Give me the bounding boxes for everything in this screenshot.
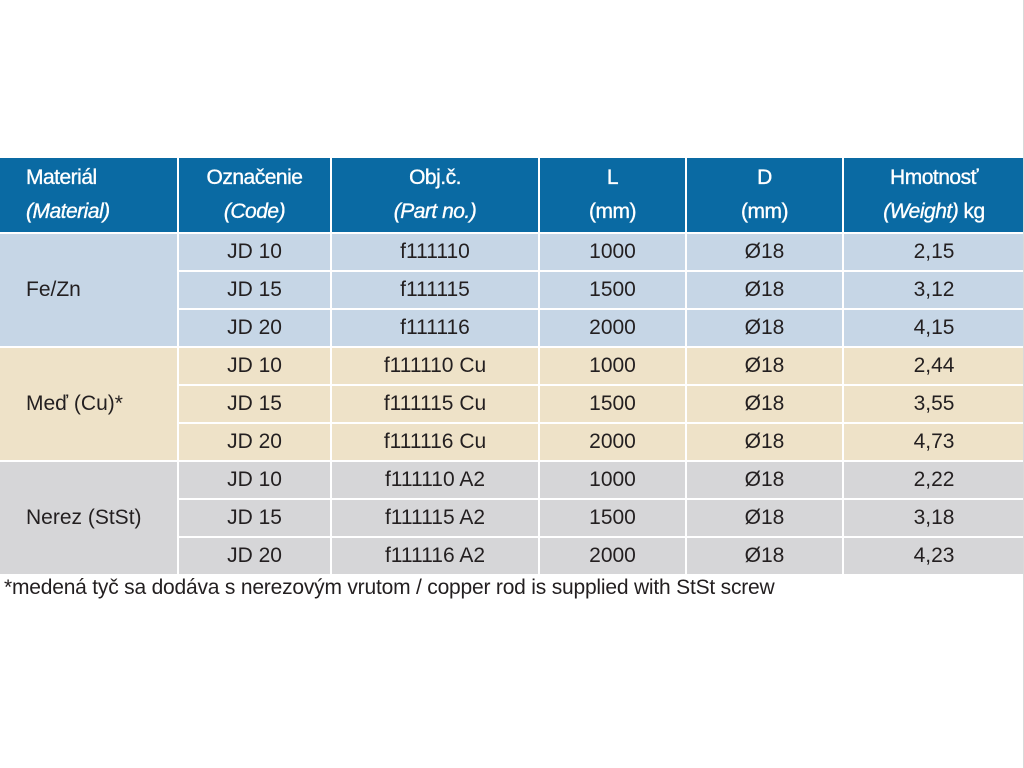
header-material-main: Materiál	[26, 166, 97, 189]
cell-code: JD 20	[178, 309, 331, 347]
cell-length: 1500	[539, 385, 686, 423]
cell-length: 2000	[539, 309, 686, 347]
header-weight	[843, 158, 1024, 233]
cell-part: f111116 A2	[331, 537, 539, 575]
header-length-sub: (mm)	[589, 200, 636, 223]
cell-part: f111115	[331, 271, 539, 309]
cell-diameter: Ø18	[686, 233, 843, 271]
table-header	[0, 158, 1024, 233]
cell-code: JD 10	[178, 233, 331, 271]
cell-weight: 3,18	[843, 499, 1024, 537]
header-part	[331, 158, 539, 233]
header-code-sub: (Code)	[223, 200, 286, 223]
header-length	[539, 158, 686, 233]
cell-diameter: Ø18	[686, 309, 843, 347]
cell-code: JD 15	[178, 499, 331, 537]
cell-weight: 3,12	[843, 271, 1024, 309]
cell-code: JD 20	[178, 423, 331, 461]
table-row	[0, 233, 1024, 271]
cell-part: f111110 Cu	[331, 347, 539, 385]
header-part-main: Obj.č.	[409, 166, 461, 189]
header-diameter-sub: (mm)	[741, 200, 788, 223]
cell-part: f111110 A2	[331, 461, 539, 499]
header-part-sub: (Part no.)	[393, 200, 477, 223]
cell-diameter: Ø18	[686, 423, 843, 461]
header-diameter-main: D	[757, 166, 772, 189]
cell-length: 1500	[539, 271, 686, 309]
cell-code: JD 15	[178, 271, 331, 309]
cell-diameter: Ø18	[686, 385, 843, 423]
cell-code: JD 10	[178, 461, 331, 499]
cell-weight: 4,23	[843, 537, 1024, 575]
header-material	[0, 158, 178, 233]
header-row	[0, 158, 1024, 233]
group-material-stst: Nerez (StSt)	[0, 461, 178, 575]
cell-length: 1500	[539, 499, 686, 537]
cell-weight: 2,22	[843, 461, 1024, 499]
header-code-main: Označenie	[206, 166, 303, 189]
cell-part: f111116	[331, 309, 539, 347]
cell-weight: 4,73	[843, 423, 1024, 461]
cell-part: f111110	[331, 233, 539, 271]
cell-length: 2000	[539, 537, 686, 575]
cell-diameter: Ø18	[686, 499, 843, 537]
product-table	[0, 158, 1024, 576]
header-weight-sub: (Weight)	[883, 200, 959, 223]
header-weight-unit: kg	[958, 200, 985, 223]
cell-weight: 4,15	[843, 309, 1024, 347]
cell-weight: 3,55	[843, 385, 1024, 423]
header-diameter	[686, 158, 843, 233]
header-material-sub: (Material)	[26, 200, 110, 223]
table-body	[0, 233, 1024, 575]
cell-length: 1000	[539, 461, 686, 499]
cell-part: f111115 A2	[331, 499, 539, 537]
cell-code: JD 10	[178, 347, 331, 385]
cell-length: 1000	[539, 233, 686, 271]
table-row	[0, 461, 1024, 499]
cell-length: 1000	[539, 347, 686, 385]
header-length-main: L	[606, 166, 619, 189]
cell-code: JD 15	[178, 385, 331, 423]
group-material-fezn: Fe/Zn	[0, 233, 178, 347]
cell-weight: 2,15	[843, 233, 1024, 271]
header-code	[178, 158, 331, 233]
cell-diameter: Ø18	[686, 271, 843, 309]
table-row	[0, 347, 1024, 385]
cell-diameter: Ø18	[686, 347, 843, 385]
cell-diameter: Ø18	[686, 537, 843, 575]
cell-code: JD 20	[178, 537, 331, 575]
cell-diameter: Ø18	[686, 461, 843, 499]
spec-sheet	[0, 158, 1024, 576]
cell-part: f111115 Cu	[331, 385, 539, 423]
footnote: *medená tyč sa dodáva s nerezovým vrutom / copper rod is supplied with StSt screw	[4, 576, 775, 599]
group-material-cu: Meď (Cu)*	[0, 347, 178, 461]
cell-length: 2000	[539, 423, 686, 461]
cell-part: f111116 Cu	[331, 423, 539, 461]
header-weight-main: Hmotnosť	[890, 166, 978, 189]
cell-weight: 2,44	[843, 347, 1024, 385]
